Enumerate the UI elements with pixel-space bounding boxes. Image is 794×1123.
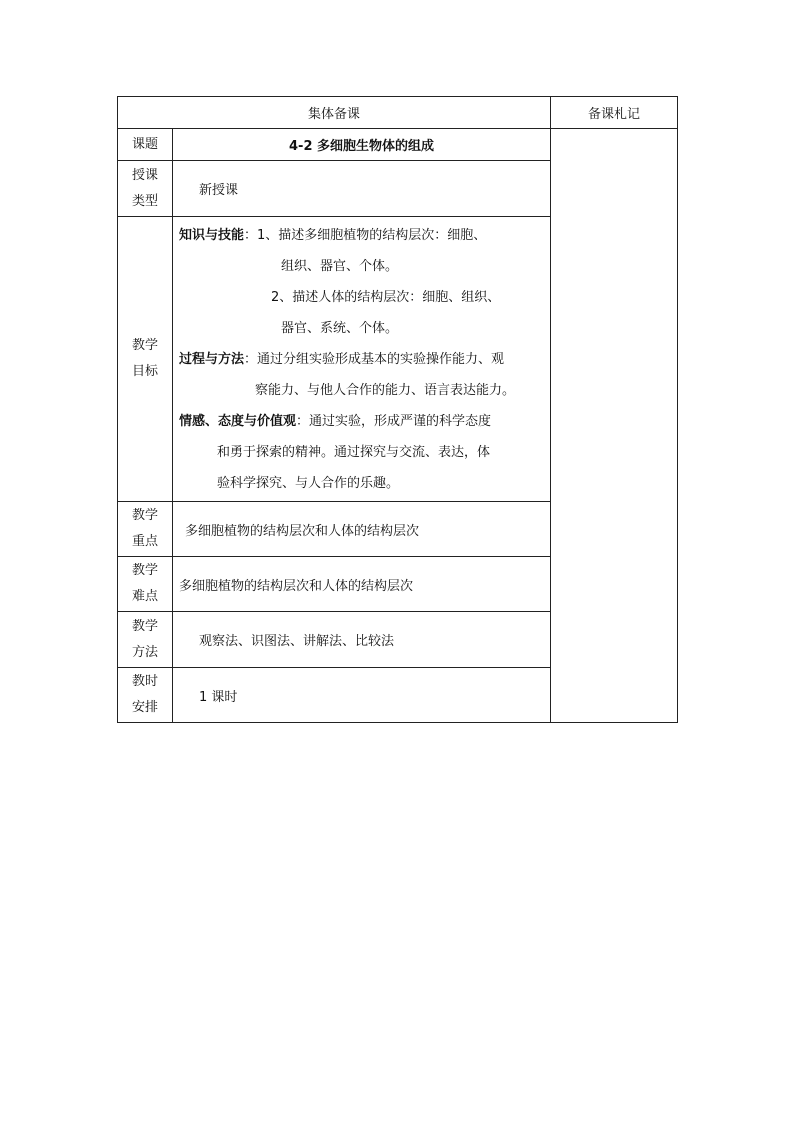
knowledge-line-2: 组织、器官、个体。 — [281, 259, 399, 274]
lesson-plan-table — [117, 96, 678, 723]
topic-value: 4-2 多细胞生物体的组成 — [173, 129, 551, 161]
methods-label: 教学 方法 — [118, 612, 173, 668]
difficulties-label: 教学 难点 — [118, 557, 173, 612]
type-value: 新授课 — [173, 161, 551, 217]
schedule-value: 1 课时 — [173, 668, 551, 723]
process-line-2: 察能力、与他人合作的能力、语言表达能力。 — [255, 383, 516, 398]
emotion-line-3: 验科学探究、与人合作的乐趣。 — [217, 476, 400, 491]
knowledge-line-4: 器官、系统、个体。 — [281, 321, 399, 336]
knowledge-line-3: 2、描述人体的结构层次：细胞、组织、 — [271, 290, 501, 305]
key-points-label: 教学 重点 — [118, 502, 173, 557]
key-points-value: 多细胞植物的结构层次和人体的结构层次 — [173, 502, 551, 557]
type-label: 授课 类型 — [118, 161, 173, 217]
topic-row — [118, 129, 678, 161]
objectives-content — [173, 217, 551, 502]
header-main: 集体备课 — [118, 97, 551, 129]
emotion-line-1: 情感、态度与价值观：通过实验，形成严谨的科学态度 — [179, 414, 492, 429]
knowledge-line-1: 知识与技能：1、描述多细胞植物的结构层次：细胞、 — [179, 228, 487, 243]
schedule-label: 教时 安排 — [118, 668, 173, 723]
notes-column — [551, 129, 678, 723]
emotion-line-2: 和勇于探索的精神。通过探究与交流、表达，体 — [217, 445, 491, 460]
methods-value: 观察法、识图法、讲解法、比较法 — [173, 612, 551, 668]
header-row — [118, 97, 678, 129]
objectives-label: 教学 目标 — [118, 217, 173, 502]
header-notes: 备课札记 — [551, 97, 678, 129]
difficulties-value: 多细胞植物的结构层次和人体的结构层次 — [173, 557, 551, 612]
topic-label: 课题 — [118, 129, 173, 161]
process-line-1: 过程与方法：通过分组实验形成基本的实验操作能力、观 — [179, 352, 505, 367]
